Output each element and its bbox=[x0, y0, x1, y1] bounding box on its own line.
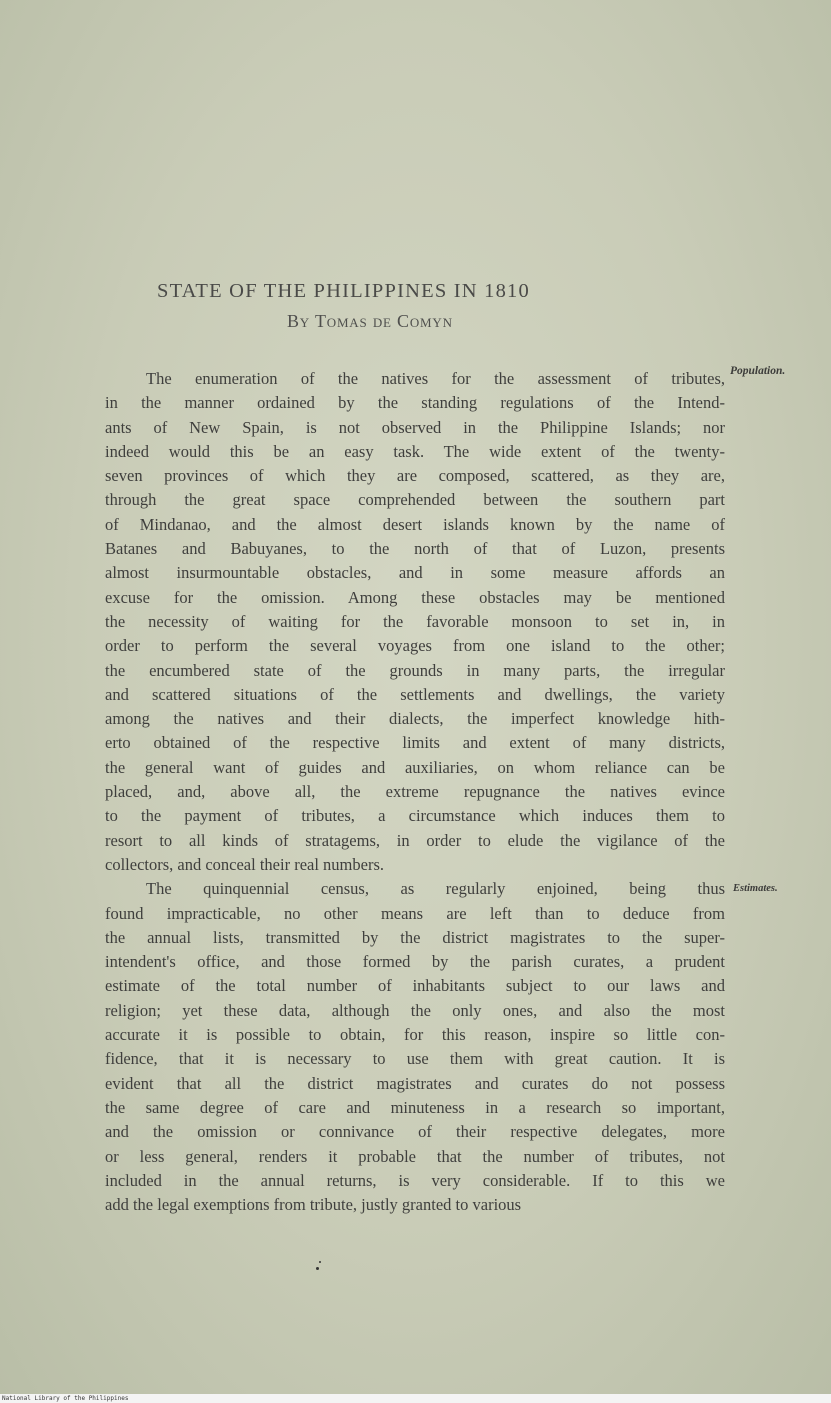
text-line: placed, and, above all, the extreme repugnance the natives evince bbox=[105, 782, 725, 802]
paragraph-estimates bbox=[105, 877, 725, 1217]
text-line: the general want of guides and auxiliaries, on whom reliance can be bbox=[105, 757, 725, 777]
margin-note-population: Population. bbox=[730, 365, 786, 377]
text-line: to the payment of tributes, a circumstance which induces them to bbox=[105, 806, 725, 826]
margin-note-estimates: Estimates. bbox=[733, 883, 778, 894]
text-line: excuse for the omission. Among these obstacles may be mentioned bbox=[105, 587, 725, 607]
ink-speck bbox=[319, 1261, 321, 1263]
text-line: intendent's office, and those formed by the parish curates, a prudent bbox=[105, 952, 725, 972]
ink-speck bbox=[316, 1267, 319, 1270]
text-line: the annual lists, transmitted by the district magistrates to the super- bbox=[105, 927, 725, 947]
text-line: resort to all kinds of stratagems, in order to elude the vigilance of the bbox=[105, 830, 725, 850]
text-line: add the legal exemptions from tribute, justly granted to various bbox=[105, 1195, 522, 1215]
body-text bbox=[105, 367, 725, 1217]
page-title: STATE OF THE PHILIPPINES IN 1810 bbox=[157, 280, 530, 302]
text-line: erto obtained of the respective limits and extent of many districts, bbox=[105, 733, 725, 753]
text-line: and the omission or connivance of their respective delegates, more bbox=[105, 1122, 725, 1142]
text-line: almost insurmountable obstacles, and in some measure affords an bbox=[105, 563, 725, 583]
text-line: ants of New Spain, is not observed in the Philippine Islands; nor bbox=[105, 417, 725, 437]
text-line: the encumbered state of the grounds in many parts, the irregular bbox=[105, 660, 725, 680]
text-line: found impracticable, no other means are left than to deduce from bbox=[105, 903, 725, 923]
text-line: in the manner ordained by the standing regulations of the Intend- bbox=[105, 393, 725, 413]
text-line: The enumeration of the natives for the assessment of tributes, bbox=[146, 369, 725, 388]
text-line: of Mindanao, and the almost desert islands known by the name of bbox=[105, 514, 725, 534]
text-line: seven provinces of which they are composed, scattered, as they are, bbox=[105, 466, 725, 486]
text-line: evident that all the district magistrates and curates do not possess bbox=[105, 1073, 725, 1093]
text-line: Batanes and Babuyanes, to the north of that of Luzon, presents bbox=[105, 539, 725, 559]
text-line: the necessity of waiting for the favorable monsoon to set in, in bbox=[105, 611, 725, 631]
text-line: accurate it is possible to obtain, for this reason, inspire so little con- bbox=[105, 1025, 725, 1045]
text-line: collectors, and conceal their real numbers. bbox=[105, 854, 385, 874]
text-line: and scattered situations of the settlements and dwellings, the variety bbox=[105, 684, 725, 704]
text-line: fidence, that it is necessary to use them with great caution. It is bbox=[105, 1049, 725, 1069]
text-line: included in the annual returns, is very considerable. If to this we bbox=[105, 1170, 725, 1190]
author-byline: By Tomas de Comyn bbox=[287, 311, 453, 331]
text-line: The quinquennial census, as regularly enjoined, being thus bbox=[146, 879, 725, 899]
text-line: through the great space comprehended between the southern part bbox=[105, 490, 725, 510]
text-line: or less general, renders it probable that the number of tributes, not bbox=[105, 1146, 725, 1166]
paragraph-population bbox=[105, 367, 725, 877]
text-line: indeed would this be an easy task. The wide extent of the twenty- bbox=[105, 441, 725, 461]
text-line: religion; yet these data, although the only ones, and also the most bbox=[105, 1000, 725, 1020]
text-line: order to perform the several voyages from one island to the other; bbox=[105, 636, 725, 656]
text-line: the same degree of care and minuteness in a research so important, bbox=[105, 1097, 725, 1117]
footer-credit: National Library of the Philippines bbox=[2, 1395, 129, 1402]
text-line: among the natives and their dialects, the imperfect knowledge hith- bbox=[105, 709, 725, 729]
text-line: estimate of the total number of inhabitants subject to our laws and bbox=[105, 976, 725, 996]
